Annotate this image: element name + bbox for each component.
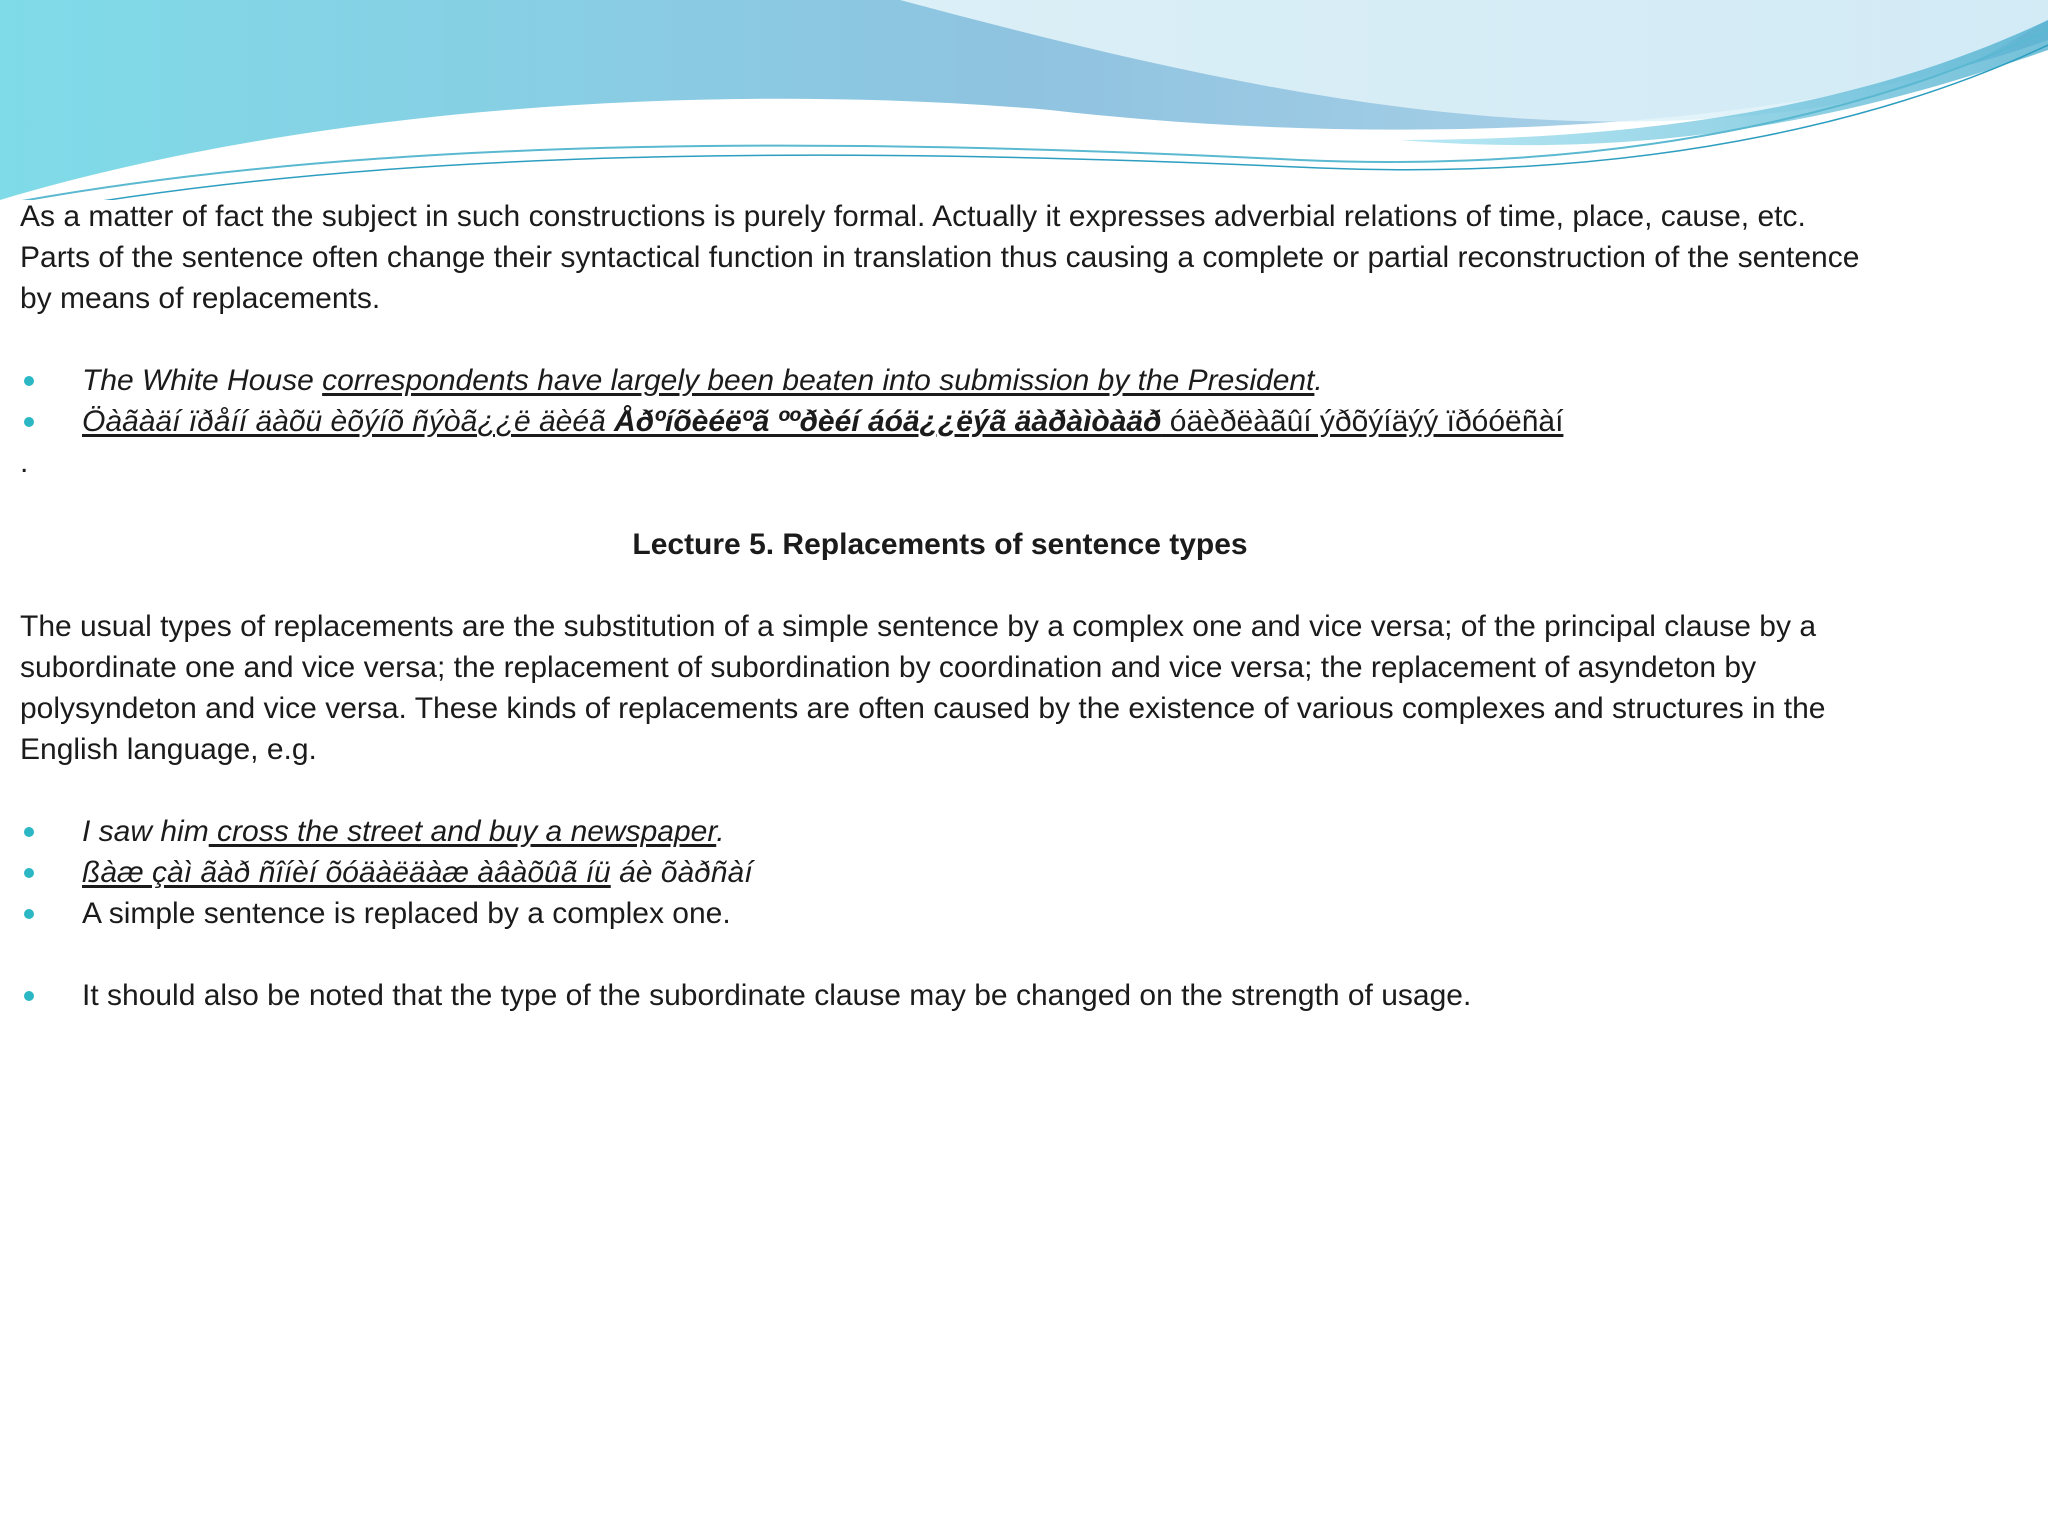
translation-underlined-text: ßàæ çàì ãàð ñîíèí õóäàëäàæ àâàõûã íü bbox=[82, 856, 611, 889]
lecture-heading bbox=[20, 524, 1860, 565]
spacer bbox=[20, 770, 1860, 811]
example-text: The White House bbox=[82, 364, 323, 397]
example-text: I saw him bbox=[82, 815, 209, 848]
header-wave-decoration bbox=[0, 0, 2048, 200]
example-underlined-text: correspondents have largely been beaten into submission by the President bbox=[322, 364, 1315, 397]
bullet-icon bbox=[24, 376, 34, 386]
example-list-1 bbox=[20, 360, 1860, 442]
intro-paragraph-1: As a matter of fact the subject in such constructions is purely formal. Actually it expresses adverbial relations of time, place, cause, etc. bbox=[20, 200, 1806, 233]
spacer bbox=[20, 483, 1860, 524]
bullet-icon bbox=[24, 827, 34, 837]
lecture-heading-text: Lecture 5. Replacements of sentence types bbox=[632, 528, 1248, 561]
bullet-icon bbox=[24, 991, 34, 1001]
spacer bbox=[20, 565, 1860, 606]
example-list-2 bbox=[20, 811, 1860, 1016]
translation-text bbox=[82, 405, 1563, 438]
example-underlined-text: cross the street and buy a newspaper bbox=[208, 815, 717, 848]
bullet-icon bbox=[24, 417, 34, 427]
list-spacer bbox=[20, 934, 1860, 975]
note-text: A simple sentence is replaced by a complex one. bbox=[82, 897, 731, 930]
lecture-paragraph: The usual types of replacements are the substitution of a simple sentence by a complex one and vice versa; of the principal clause by a subordinate one and vice versa; the replacement of subordination by coordination and vice versa; the replacement of asyndeton by polysyndeton and vice versa. These kinds of replacements are often caused by the existence of various complexes and structures in the English language, e.g. bbox=[20, 610, 1826, 766]
spacer bbox=[20, 319, 1860, 360]
intro-paragraph-2: Parts of the sentence often change their syntactical function in translation thus causing a complete or partial reconstruction of the sentence by means of replacements. bbox=[20, 241, 1860, 315]
list-item bbox=[20, 893, 1860, 934]
list-item bbox=[20, 401, 1860, 442]
translation-part-1: Öàãàäí ïðåíí äàõü èõýíõ ñýòã¿¿ë äèéã bbox=[82, 405, 615, 438]
list-item bbox=[20, 811, 1860, 852]
slide-content bbox=[20, 196, 1860, 1016]
bullet-icon bbox=[24, 909, 34, 919]
example-end: . bbox=[1314, 364, 1323, 397]
translation-text: áè õàðñàí bbox=[610, 856, 753, 889]
list-item bbox=[20, 975, 1860, 1016]
translation-part-2: óäèðëàãûí ýðõýíäýý ïðóóëñàí bbox=[1161, 405, 1564, 438]
note-text: It should also be noted that the type of the subordinate clause may be changed on the strength of usage. bbox=[82, 979, 1472, 1012]
bullet-icon bbox=[24, 868, 34, 878]
trailing-dot: . bbox=[20, 446, 29, 479]
list-item bbox=[20, 360, 1860, 401]
list-item bbox=[20, 852, 1860, 893]
example-end: . bbox=[716, 815, 725, 848]
translation-bold-part: Åðºíõèéëºã ººðèéí áóä¿¿ëýã äàðàìòàäð bbox=[614, 405, 1162, 438]
